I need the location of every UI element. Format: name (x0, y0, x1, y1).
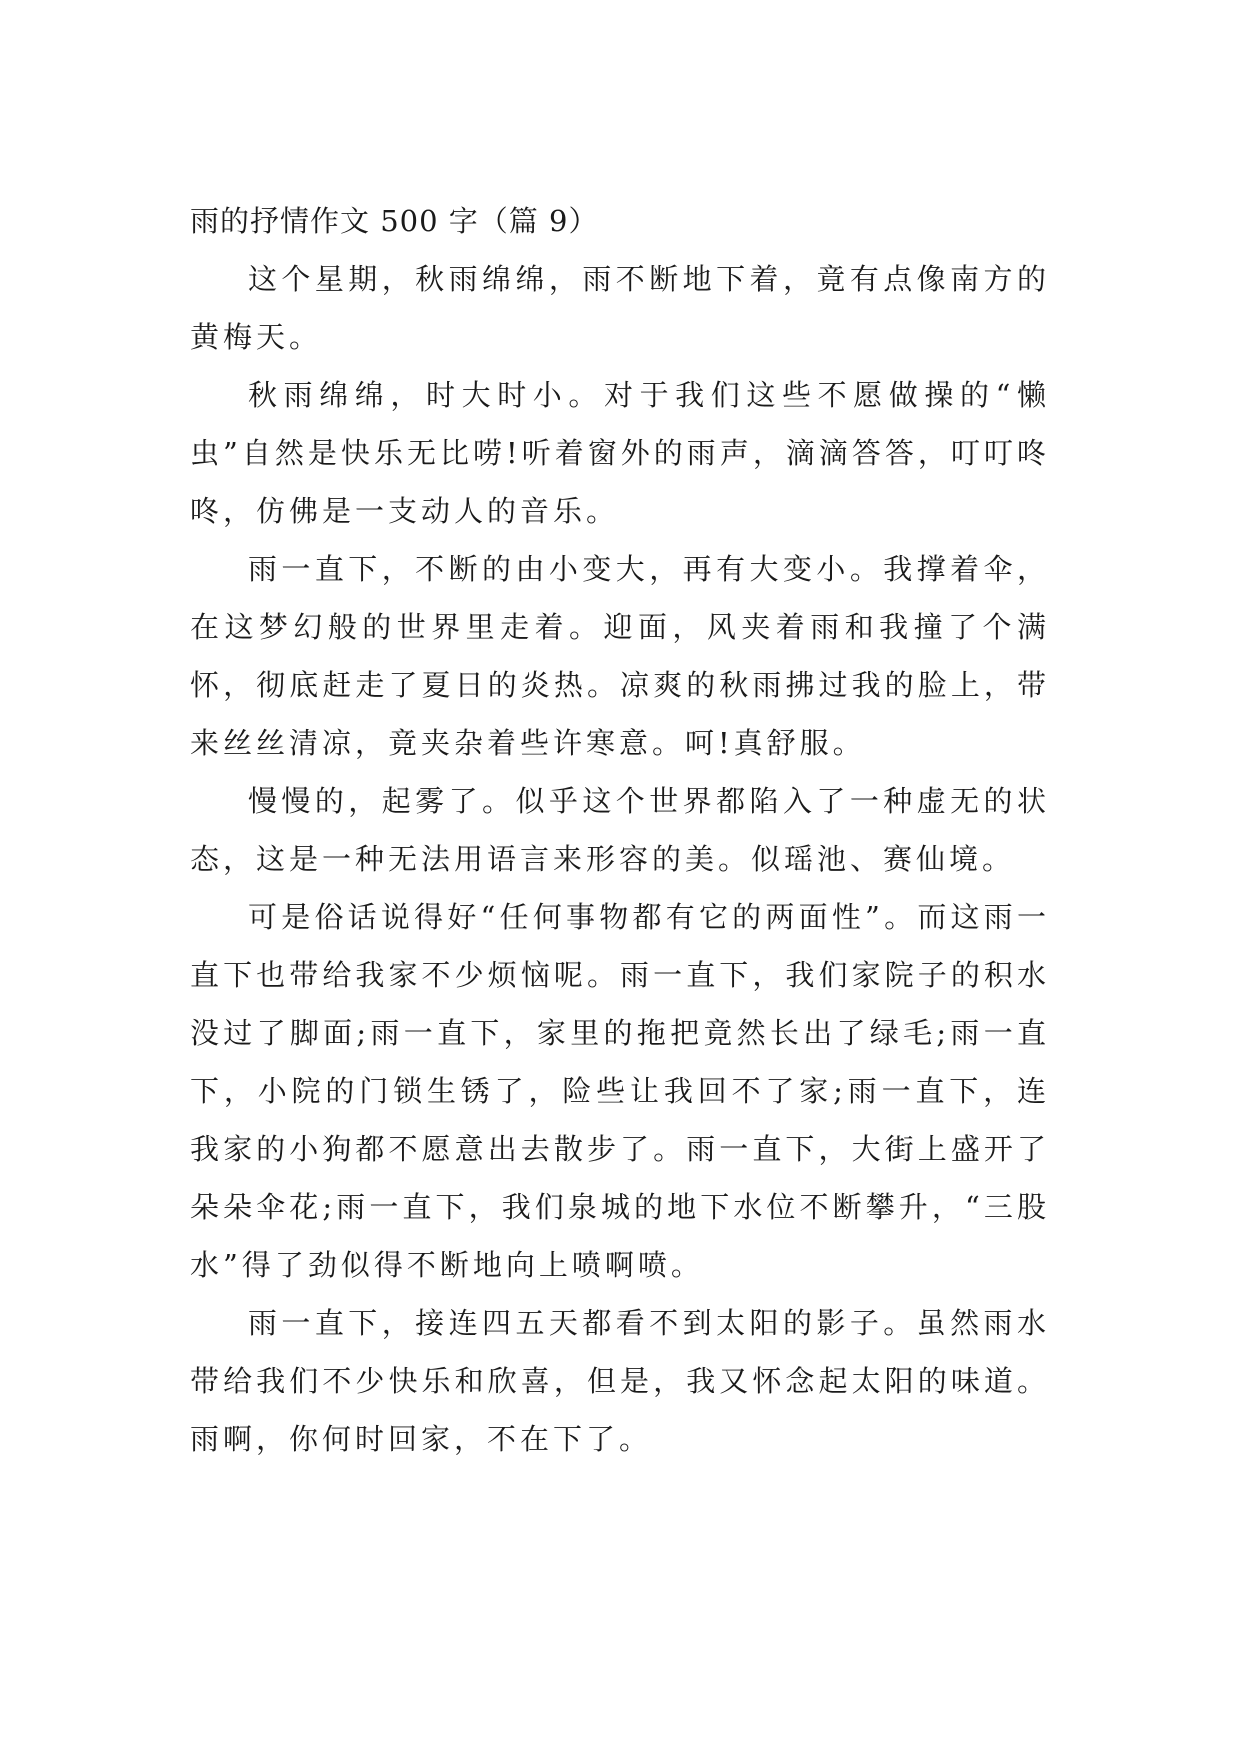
document-title: 雨的抒情作文 500 字（篇 9） (190, 204, 599, 238)
paragraph-1: 这个星期，秋雨绵绵，雨不断地下着，竟有点像南方的黄梅天。 (190, 262, 1050, 354)
paragraph-4: 慢慢的，起雾了。似乎这个世界都陷入了一种虚无的状态，这是一种无法用语言来形容的美。似瑶池、赛仙境。 (190, 784, 1050, 876)
paragraph-6: 雨一直下，接连四五天都看不到太阳的影子。虽然雨水带给我们不少快乐和欣喜，但是，我又怀念起太阳的味道。雨啊，你何时回家，不在下了。 (190, 1306, 1050, 1456)
paragraph-2: 秋雨绵绵，时大时小。对于我们这些不愿做操的“懒虫”自然是快乐无比唠!听着窗外的雨声，滴滴答答，叮叮咚咚，仿佛是一支动人的音乐。 (190, 378, 1050, 528)
paragraph-5: 可是俗话说得好“任何事物都有它的两面性”。而这雨一直下也带给我家不少烦恼呢。雨一直下，我们家院子的积水没过了脚面;雨一直下，家里的拖把竟然长出了绿毛;雨一直下，小院的门锁生锈了，险些让我回不了家;雨一直下，连我家的小狗都不愿意出去散步了。雨一直下，大街上盛开了朵朵伞花;雨一直下，我们泉城的地下水位不断攀升，“三股水”得了劲似得不断地向上喷啊喷。 (190, 900, 1050, 1282)
paragraph-3: 雨一直下，不断的由小变大，再有大变小。我撑着伞，在这梦幻般的世界里走着。迎面，风夹着雨和我撞了个满怀，彻底赶走了夏日的炎热。凉爽的秋雨拂过我的脸上，带来丝丝清凉，竟夹杂着些许寒意。呵!真舒服。 (190, 552, 1050, 760)
document-page (190, 192, 1050, 1468)
